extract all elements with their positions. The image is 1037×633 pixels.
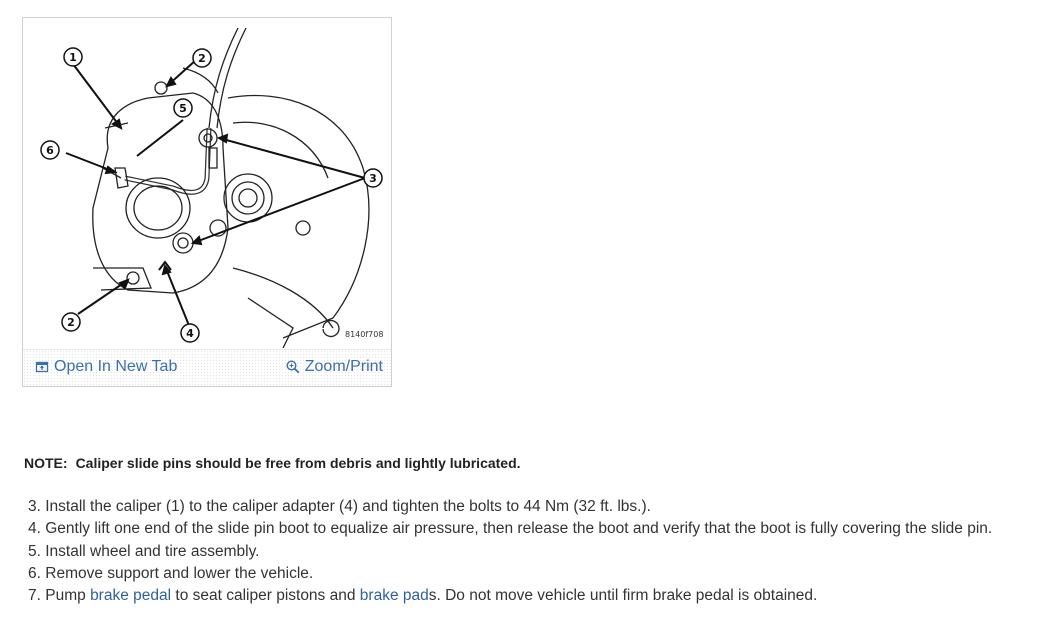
instruction-steps — [28, 496, 992, 607]
step-text-post: s. Do not move vehicle until firm brake pedal is obtained. — [428, 587, 818, 605]
magnifier-icon — [286, 360, 300, 374]
figure-card — [22, 17, 392, 387]
open-in-new-tab-label: Open In New Tab — [54, 358, 178, 375]
figure-toolbar — [23, 349, 391, 386]
callout-3: 3 — [369, 172, 377, 185]
step-text: Install the caliper (1) to the caliper adapter (4) and tighten the bolts to 44 Nm (32 ft. lbs.). — [45, 498, 651, 515]
callout-2-top: 2 — [198, 52, 206, 65]
callout-4: 4 — [186, 327, 194, 340]
callout-2-bottom: 2 — [67, 316, 75, 329]
step-number: 6. — [28, 564, 41, 582]
step-text-pre: Pump — [45, 587, 86, 605]
step-text: Install wheel and tire assembly. — [45, 542, 260, 560]
open-in-new-tab-icon — [35, 360, 49, 374]
step-number: 7. — [28, 587, 41, 605]
brake-pedal-link[interactable]: brake pedal — [90, 587, 172, 605]
note-text: Caliper slide pins should be free from debris and lightly lubricated. — [75, 455, 521, 471]
zoom-print-link[interactable] — [286, 358, 383, 376]
figure-code: 8140f708 — [345, 330, 384, 339]
step-3 — [28, 496, 992, 518]
callout-6: 6 — [46, 144, 54, 157]
callout-1: 1 — [69, 51, 77, 64]
brake-pad-link[interactable]: brake pad — [359, 587, 429, 605]
step-5 — [28, 541, 992, 563]
open-in-new-tab-link[interactable] — [35, 358, 177, 376]
step-6 — [28, 563, 992, 585]
step-4 — [28, 518, 992, 540]
step-text: Gently lift one end of the slide pin boot to equalize air pressure, then release the boot and verify that the boot is fully covering the slide pin. — [45, 520, 993, 538]
step-text: Remove support and lower the vehicle. — [45, 564, 314, 582]
step-7 — [28, 585, 992, 607]
caliper-diagram — [33, 28, 383, 348]
note-label: NOTE: — [24, 455, 68, 471]
note — [24, 455, 521, 471]
step-number: 4. — [28, 520, 41, 538]
callout-5: 5 — [179, 102, 187, 115]
step-text-mid: to seat caliper pistons and — [175, 587, 356, 605]
zoom-print-label: Zoom/Print — [304, 358, 383, 375]
step-number: 3. — [28, 498, 41, 515]
step-number: 5. — [28, 542, 41, 560]
